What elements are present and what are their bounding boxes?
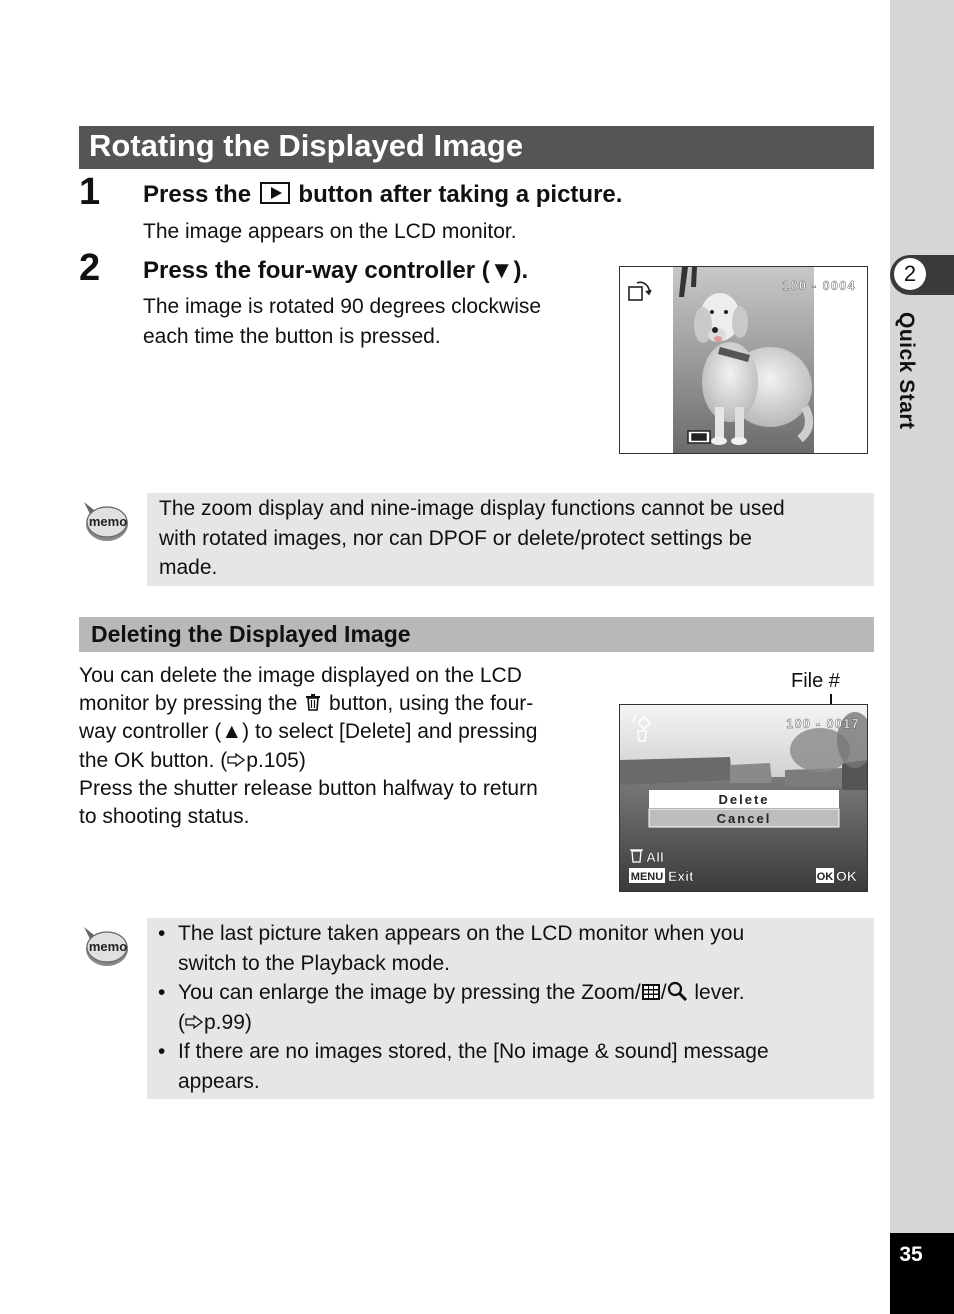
memo-1-line: made. bbox=[159, 556, 218, 579]
ok-key: OK bbox=[816, 871, 834, 883]
memo-2-text bbox=[147, 919, 874, 1096]
svg-text:memo: memo bbox=[88, 939, 128, 954]
step-1-heading-start: Press the bbox=[143, 181, 252, 208]
step-number-1: 1 bbox=[79, 171, 101, 213]
dog-photo bbox=[620, 267, 868, 454]
menu-cancel-option: Cancel bbox=[716, 811, 772, 826]
chapter-title: Quick Start bbox=[895, 312, 918, 430]
ok-label: OK bbox=[836, 868, 857, 884]
all-label: All bbox=[646, 849, 664, 865]
delete-text-line: Press the shutter release button halfway to return bbox=[79, 776, 538, 800]
page-title: Rotating the Displayed Image bbox=[89, 128, 524, 163]
side-tab-bar bbox=[890, 0, 954, 1314]
menu-key: MENU bbox=[630, 871, 664, 883]
step-2-body-line: each time the button is pressed. bbox=[143, 324, 441, 348]
delete-text-line: to shooting status. bbox=[79, 805, 250, 829]
lcd-rotated-image bbox=[619, 266, 868, 454]
step-2-body-line: The image is rotated 90 degrees clockwise bbox=[143, 295, 542, 318]
memo-icon bbox=[80, 500, 130, 544]
chapter-number: 2 bbox=[894, 258, 926, 290]
memo-1-line: The zoom display and nine-image display functions cannot be used bbox=[159, 497, 785, 520]
menu-delete-option: Delete bbox=[718, 792, 770, 807]
step-number-2: 2 bbox=[79, 247, 101, 289]
subsection-title: Deleting the Displayed Image bbox=[91, 621, 411, 647]
step-1-heading bbox=[143, 180, 622, 210]
trash-icon bbox=[303, 692, 323, 712]
page-reference-icon bbox=[227, 752, 246, 768]
lcd-delete-menu bbox=[619, 704, 868, 892]
file-number-callout: File # bbox=[791, 670, 840, 692]
step-2-heading: Press the four-way controller (▼). bbox=[143, 257, 529, 284]
memo-2-bullet: • If there are no images stored, the [No image & sound] message appears. bbox=[147, 1037, 874, 1096]
castle-photo bbox=[620, 705, 868, 892]
thumbnail-grid-icon bbox=[641, 983, 661, 1001]
delete-text-line: monitor by pressing the button, using the four- bbox=[79, 692, 534, 716]
lcd2-file-number: 100 - 0017 bbox=[786, 717, 860, 731]
rotate-icon bbox=[629, 282, 651, 300]
delete-text-line: way controller (▲) to select [Delete] and pressing bbox=[79, 720, 538, 744]
delete-text-line: You can delete the image displayed on the LCD bbox=[79, 664, 522, 687]
memo-1-text bbox=[159, 494, 785, 583]
page-number: 35 bbox=[899, 1243, 923, 1266]
lcd1-file-number: 100 - 0004 bbox=[782, 279, 856, 293]
memo-2-bullet: • You can enlarge the image by pressing the Zoom/ / lever. ( p.99) bbox=[147, 978, 874, 1037]
exit-label: Exit bbox=[668, 868, 694, 884]
step-1-heading-end: button after taking a picture. bbox=[298, 181, 623, 208]
delete-instructions bbox=[79, 662, 538, 831]
delete-text-line: the OK button. ( p.105) bbox=[79, 748, 306, 772]
playback-icon bbox=[260, 182, 290, 204]
battery-icon bbox=[688, 431, 710, 443]
memo-icon bbox=[80, 925, 130, 969]
page-reference-icon bbox=[185, 1014, 204, 1030]
memo-1-line: with rotated images, nor can DPOF or delete/protect settings be bbox=[159, 526, 752, 550]
magnifier-icon bbox=[667, 981, 689, 1001]
svg-text:memo: memo bbox=[88, 514, 128, 529]
memo-2-bullet: • The last picture taken appears on the LCD monitor when you switch to the Playback mode. bbox=[147, 919, 874, 978]
step-2-body bbox=[143, 292, 541, 351]
step-1-body: The image appears on the LCD monitor. bbox=[143, 220, 517, 243]
